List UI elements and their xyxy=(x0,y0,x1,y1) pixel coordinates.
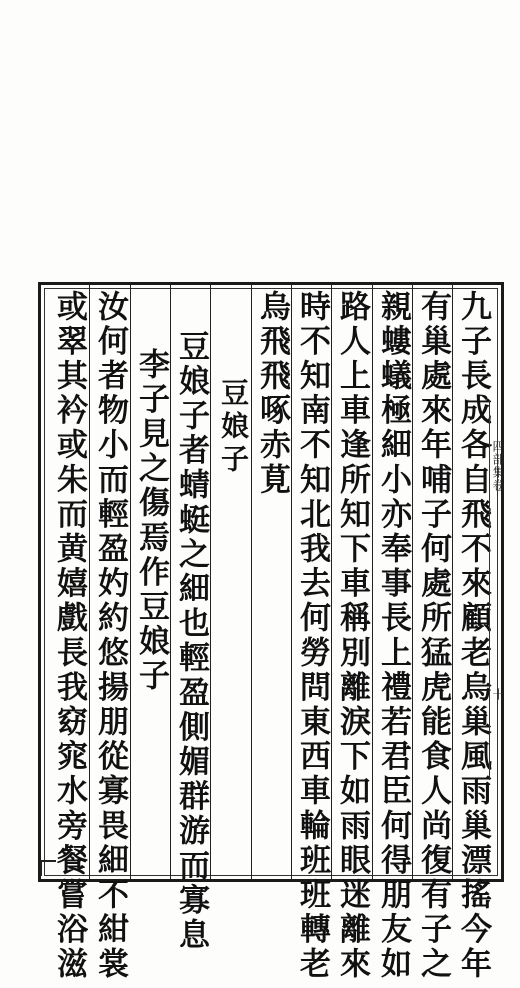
column-rule xyxy=(452,285,453,879)
text-column-9: 李子見之傷焉作豆娘子 xyxy=(133,348,169,694)
text-column-10: 汝何者物小而輕盈妁約悠揚朋從寡畏細不紺裳 xyxy=(92,290,128,982)
column-rule xyxy=(210,285,211,879)
column-rule xyxy=(412,285,413,879)
text-column-11: 或翠其衿或朱而黄嬉戲長我窈窕水旁餐嘗浴滋 xyxy=(51,290,87,982)
column-rule xyxy=(291,285,292,879)
text-column-5: 時不知南不知北我去何勞問東西車輪班班轉老 xyxy=(294,290,330,982)
text-column-2: 有巢處來年哺子何處所猛虎能食人尚復有子之 xyxy=(415,290,451,982)
column-rule xyxy=(251,285,252,879)
fold-title: 四部集卷 xyxy=(491,440,505,492)
text-column-6: 烏飛飛啄赤莧 xyxy=(254,290,290,498)
section-heading: 豆娘子 xyxy=(217,378,250,477)
text-column-8: 豆娘子者蜻蜓之細也輕盈側媚群游而寡息 xyxy=(173,330,209,953)
column-rule xyxy=(89,285,90,879)
column-rule xyxy=(331,285,332,879)
corner-mark xyxy=(40,860,56,876)
column-rule xyxy=(372,285,373,879)
text-column-4: 路人上車逢所知下車稱別離淚下如雨眼迷離來 xyxy=(334,290,370,982)
column-rule xyxy=(130,285,131,879)
text-column-1: 九子長成各自飛不來顧老烏巢風雨巢漂搖今年 xyxy=(455,290,491,982)
text-column-3: 親螻蟻極細小亦奉事長上禮若君臣何得朋友如 xyxy=(375,290,411,982)
fold-page-mark: 十 xyxy=(491,688,505,700)
column-rule xyxy=(170,285,171,879)
